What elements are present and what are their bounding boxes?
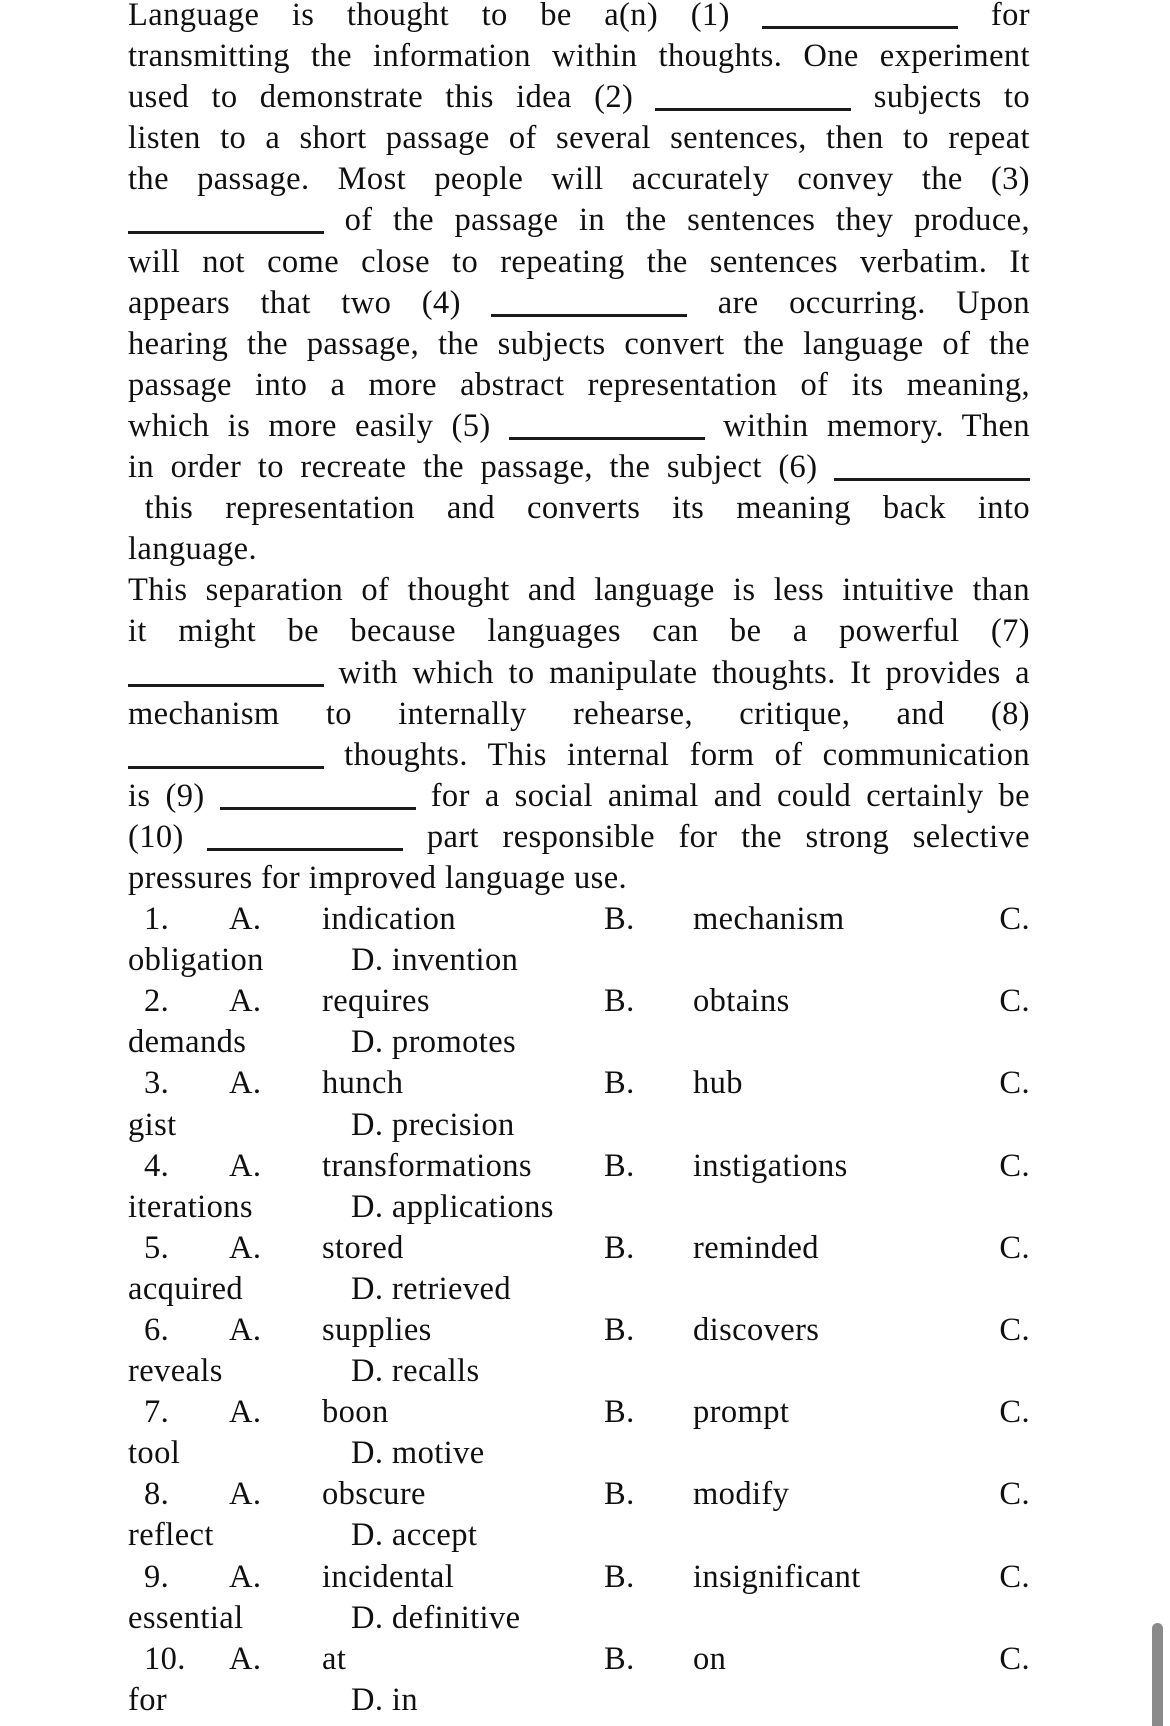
option-d: D. retrieved [351, 1270, 512, 1307]
passage-line: Language is thought to be a(n) (1) for [128, 0, 1030, 33]
passage-line: it might be because languages can be a powerful (7) [128, 613, 1030, 650]
question-number: 2. [144, 983, 170, 1020]
option-text-a: boon [322, 1394, 389, 1431]
passage-line: This separation of thought and language is less intuitive than [128, 572, 1030, 609]
passage-line: thoughts. This internal form of communication [128, 735, 1030, 776]
passage-line: pressures for improved language use. [128, 859, 628, 896]
question-row [128, 1557, 1030, 1598]
passage-line: mechanism to internally rehearse, critique, and (8) [128, 695, 1030, 732]
question-row [128, 1310, 1030, 1351]
option-d: D. invention [351, 942, 519, 979]
option-label-a: A. [229, 1229, 262, 1266]
answer-blank [834, 474, 1030, 481]
passage-line: will not come close to repeating the sentences verbatim. It [128, 243, 1030, 280]
option-text-a: indication [322, 901, 456, 938]
question-row-continued [128, 1105, 1030, 1146]
answer-blank [207, 844, 403, 851]
option-d: D. promotes [351, 1024, 517, 1061]
option-label-a: A. [229, 1147, 262, 1184]
question-number: 9. [144, 1558, 170, 1595]
option-text-c: reveals [128, 1353, 223, 1390]
option-label-c: C. [999, 1065, 1030, 1102]
question-number: 6. [144, 1312, 170, 1348]
question-row-continued [128, 1351, 1030, 1392]
option-label-a: A. [229, 983, 262, 1020]
answer-blank [220, 803, 416, 810]
option-label-b: B. [604, 1065, 635, 1102]
option-label-c: C. [999, 901, 1030, 938]
passage [128, 0, 1030, 899]
passage-line: with which to manipulate thoughts. It provides a [128, 653, 1030, 694]
option-label-c: C. [999, 1147, 1030, 1184]
option-label-a: A. [229, 1476, 262, 1513]
option-text-c: tool [128, 1435, 181, 1472]
passage-line: passage into a more abstract representation of its meaning, [128, 366, 1030, 403]
option-text-b: obtains [693, 983, 790, 1020]
question-row-continued [128, 1022, 1030, 1063]
answer-blank [491, 310, 687, 317]
passage-line: appears that two (4) are occurring. Upon [128, 284, 1031, 321]
option-d: D. definitive [351, 1599, 521, 1636]
option-text-b: on [693, 1640, 727, 1677]
option-text-b: insignificant [693, 1558, 861, 1595]
passage-line: of the passage in the sentences they produce, [128, 200, 1030, 241]
answer-blank [128, 680, 324, 687]
question-row [128, 899, 1030, 940]
passage-line: listen to a short passage of several sentences, then to repeat [128, 120, 1030, 157]
option-text-c: for [128, 1681, 168, 1718]
option-label-b: B. [604, 1229, 635, 1266]
question-number: 4. [144, 1147, 170, 1184]
option-text-b: modify [693, 1476, 790, 1513]
answer-blank [655, 104, 851, 111]
option-label-b: B. [604, 983, 635, 1020]
option-text-b: hub [693, 1065, 743, 1102]
option-label-a: A. [229, 1640, 262, 1677]
question-number: 7. [144, 1394, 170, 1431]
option-d: D. recalls [351, 1353, 480, 1390]
option-label-a: A. [229, 1394, 262, 1431]
passage-line: the passage. Most people will accurately convey the (3) [128, 161, 1030, 198]
option-label-a: A. [229, 1065, 262, 1102]
option-d: D. precision [351, 1106, 515, 1143]
question-row-continued [128, 1187, 1030, 1228]
passage-line: language. [128, 531, 258, 568]
option-text-b: prompt [693, 1394, 790, 1431]
option-label-b: B. [604, 1476, 635, 1513]
question-row-continued [128, 1269, 1030, 1310]
question-row [128, 1063, 1030, 1104]
option-text-a: transformations [322, 1147, 532, 1184]
option-label-b: B. [604, 901, 635, 938]
passage-line: hearing the passage, the subjects convert the language of the [128, 325, 1030, 362]
option-label-c: C. [999, 1312, 1030, 1348]
question-row [128, 1639, 1030, 1680]
option-label-c: C. [999, 983, 1030, 1020]
passage-line: (10) part responsible for the strong selective [128, 818, 1030, 855]
option-label-c: C. [999, 1640, 1030, 1677]
question-number: 3. [144, 1065, 170, 1102]
option-d: D. accept [351, 1517, 478, 1554]
option-text-b: mechanism [693, 901, 845, 938]
option-text-c: iterations [128, 1188, 253, 1225]
option-text-a: stored [322, 1229, 404, 1266]
option-label-b: B. [604, 1640, 635, 1677]
passage-line: used to demonstrate this idea (2) subjects to [128, 79, 1030, 116]
option-text-a: at [322, 1640, 347, 1677]
option-text-a: supplies [322, 1312, 432, 1348]
question-row-continued [128, 1515, 1030, 1556]
answer-blank [509, 433, 705, 440]
option-label-b: B. [604, 1312, 635, 1348]
question-row-continued [128, 1680, 1030, 1721]
question-number: 1. [144, 901, 170, 938]
question-row [128, 981, 1030, 1022]
option-label-a: A. [229, 901, 262, 938]
option-label-c: C. [999, 1229, 1030, 1266]
option-text-c: obligation [128, 942, 264, 979]
option-text-c: gist [128, 1106, 177, 1143]
question-row [128, 1392, 1030, 1433]
answer-blank [762, 22, 958, 29]
option-label-b: B. [604, 1394, 635, 1431]
option-text-c: essential [128, 1599, 244, 1636]
question-number: 5. [144, 1229, 170, 1266]
option-text-b: discovers [693, 1312, 820, 1348]
answer-blank [128, 227, 324, 234]
passage-line: is (9) for a social animal and could certainly be [128, 777, 1031, 814]
passage-line: this representation and converts its meaning back into [128, 490, 1030, 527]
option-label-a: A. [229, 1312, 262, 1348]
answer-blank [128, 762, 324, 769]
question-number: 8. [144, 1476, 170, 1513]
option-label-b: B. [604, 1147, 635, 1184]
option-text-b: reminded [693, 1229, 819, 1266]
option-text-a: hunch [322, 1065, 404, 1102]
question-row-continued [128, 940, 1030, 981]
option-d: D. motive [351, 1435, 485, 1472]
option-label-b: B. [604, 1558, 635, 1595]
option-text-c: demands [128, 1024, 247, 1061]
option-text-a: requires [322, 983, 430, 1020]
question-number: 10. [144, 1640, 186, 1677]
option-d: D. applications [351, 1188, 554, 1225]
option-text-b: instigations [693, 1147, 848, 1184]
question-row-continued [128, 1433, 1030, 1474]
option-label-c: C. [999, 1558, 1030, 1595]
option-label-c: C. [999, 1394, 1030, 1431]
passage-line: which is more easily (5) within memory. Then [128, 407, 1030, 444]
option-text-a: incidental [322, 1558, 455, 1595]
passage-line: in order to recreate the passage, the subject (6) [128, 447, 1030, 488]
document-content [128, 0, 1030, 1721]
option-d: D. in [351, 1681, 418, 1718]
option-text-a: obscure [322, 1476, 426, 1513]
option-label-c: C. [999, 1476, 1030, 1513]
passage-line: transmitting the information within thoughts. One experiment [128, 38, 1030, 75]
option-label-a: A. [229, 1558, 262, 1595]
scrollbar-thumb[interactable] [1152, 1623, 1163, 1726]
option-text-c: reflect [128, 1517, 214, 1554]
question-row [128, 1228, 1030, 1269]
option-text-c: acquired [128, 1270, 244, 1307]
question-row-continued [128, 1598, 1030, 1639]
question-list [128, 899, 1030, 1721]
question-row [128, 1146, 1030, 1187]
question-row [128, 1474, 1030, 1515]
